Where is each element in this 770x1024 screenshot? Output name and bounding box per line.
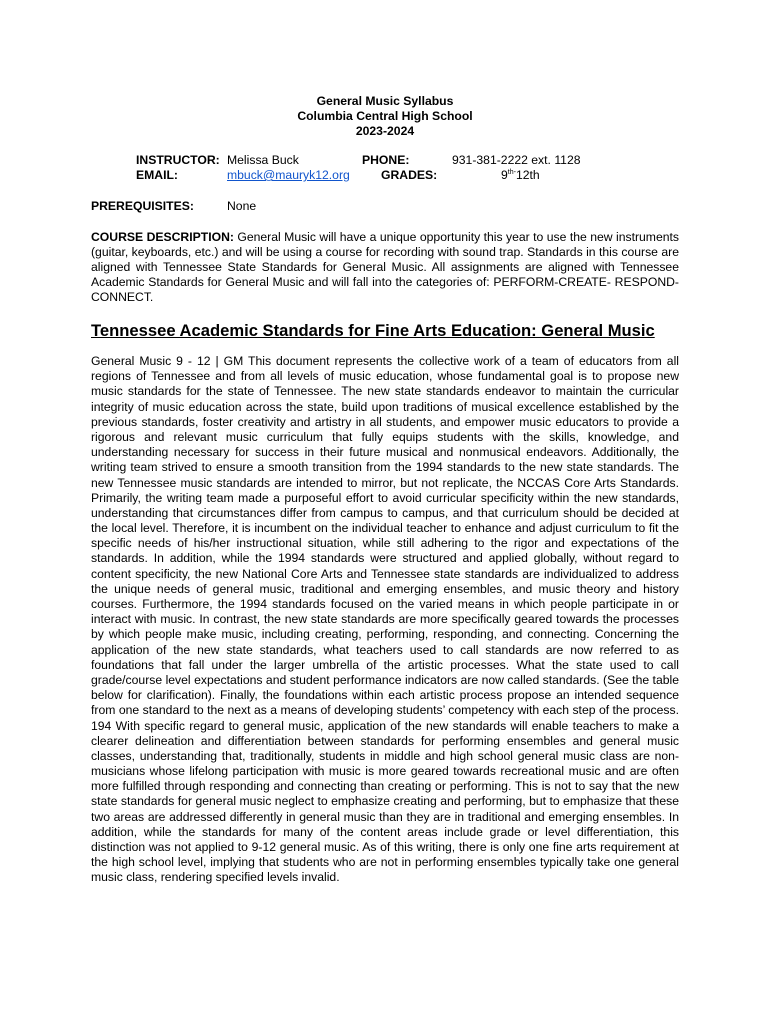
school-name: Columbia Central High School bbox=[297, 109, 473, 124]
grades-superscript: th- bbox=[507, 168, 516, 176]
instructor-value: Melissa Buck bbox=[227, 153, 299, 167]
section-heading: Tennessee Academic Standards for Fine Arts Education: General Music bbox=[91, 321, 655, 340]
instructor-label: INSTRUCTOR: bbox=[136, 153, 220, 167]
course-description bbox=[91, 230, 679, 305]
grades-start: 9 bbox=[501, 168, 508, 182]
grades-label: GRADES: bbox=[381, 168, 438, 182]
section-body: General Music 9 - 12 | GM This document represents the collective work of a team of educators from all regions of Tennessee and from all levels of music education, whose fundamental goal is to propose new music standards for the state of Tennessee. The new state standards endeavor to maintain the curricular integrity of music education across the state, build upon traditions of musical excellence established by the previous standards, foster creativity and artistry in all students, and empower music educators to provide a rigorous and relevant music curriculum that fully equips students with the skills, knowledge, and understanding necessary for success in their future musical and nonmusical endeavors. Additionally, the writing team strived to ensure a smooth transition from the 1994 standards to the new state standards. The new Tennessee music standards are intended to mirror, but not replicate, the NCCAS Core Arts Standards. Primarily, the writing team made a purposeful effort to avoid curricular specificity within the new standards, understanding that circumstances differ from campus to campus, and that curriculum should be decided at the local level. Therefore, it is incumbent on the individual teacher to enhance and adjust curriculum to fit the specific needs of his/her instructional situation, while still adhering to the rigor and expectations of the standards. In addition, while the 1994 standards were structured and applied globally, without regard to content specificity, the new National Core Arts and Tennessee state standards are individualized to address the unique needs of general music, traditional and emerging ensembles, and music theory and history courses. Furthermore, the 1994 standards focused on the varied means in which people participate in or interact with music. In contrast, the new state standards are more specifically geared towards the processes by which people make music, including creating, performing, responding, and connecting. Concerning the application of the new state standards, what teachers used to call standards are now referred to as foundations that fall under the larger umbrella of the artistic processes. What the state used to call grade/course level expectations and student performance indicators are now called standards. (See the table below for clarification). Finally, the foundations within each artistic process propose an intended sequence from one standard to the next as a means of developing students’ competency with each step of the process. 194 With specific regard to general music, application of the new standards will enable teachers to make a clearer delineation and differentiation between standards for performing ensembles and general music classes, understanding that, traditionally, students in middle and high school general music class are non-musicians whose lifelong participation with music is more geared towards recreational music and are often more fulfilled through responding and connecting than creating or performing. This is not to say that the new state standards for general music neglect to emphasize creating and performing, but to emphasize that these two areas are addressed differently in general music than they are in traditional and emerging ensembles. In addition, while the standards for many of the content areas include grade or level differentiation, this distinction was not applied to 9-12 general music. As of this writing, there is only one fine arts requirement at the high school level, implying that students who are not in performing ensembles typically take one general music class, rendering specified levels invalid. bbox=[91, 354, 679, 885]
phone-value: 931-381-2222 ext. 1128 bbox=[452, 153, 581, 167]
course-description-label: COURSE DESCRIPTION: bbox=[91, 230, 234, 244]
phone-label: PHONE: bbox=[362, 153, 410, 167]
document-header bbox=[0, 94, 770, 140]
grades-value bbox=[501, 168, 540, 183]
email-label: EMAIL: bbox=[136, 168, 178, 182]
prerequisites-label: PREREQUISITES: bbox=[91, 199, 194, 213]
school-year: 2023-2024 bbox=[355, 124, 415, 139]
course-description-text: General Music will have a unique opportunity this year to use the new instruments (guitar, keyboards, etc.) and will be using a course for recording with sound trap. Standards in this course are aligned with Tennessee State Standards for General Music. All assignments are aligned with Tennessee Academic Standards for General Music and will fall into the categories of: PERFORM-CREATE- RESPOND- CONNECT. bbox=[91, 230, 679, 305]
syllabus-title: General Music Syllabus bbox=[316, 94, 454, 108]
email-link[interactable]: mbuck@mauryk12.org bbox=[227, 168, 350, 182]
prerequisites-value: None bbox=[227, 199, 257, 213]
grades-end: 12th bbox=[515, 168, 540, 182]
